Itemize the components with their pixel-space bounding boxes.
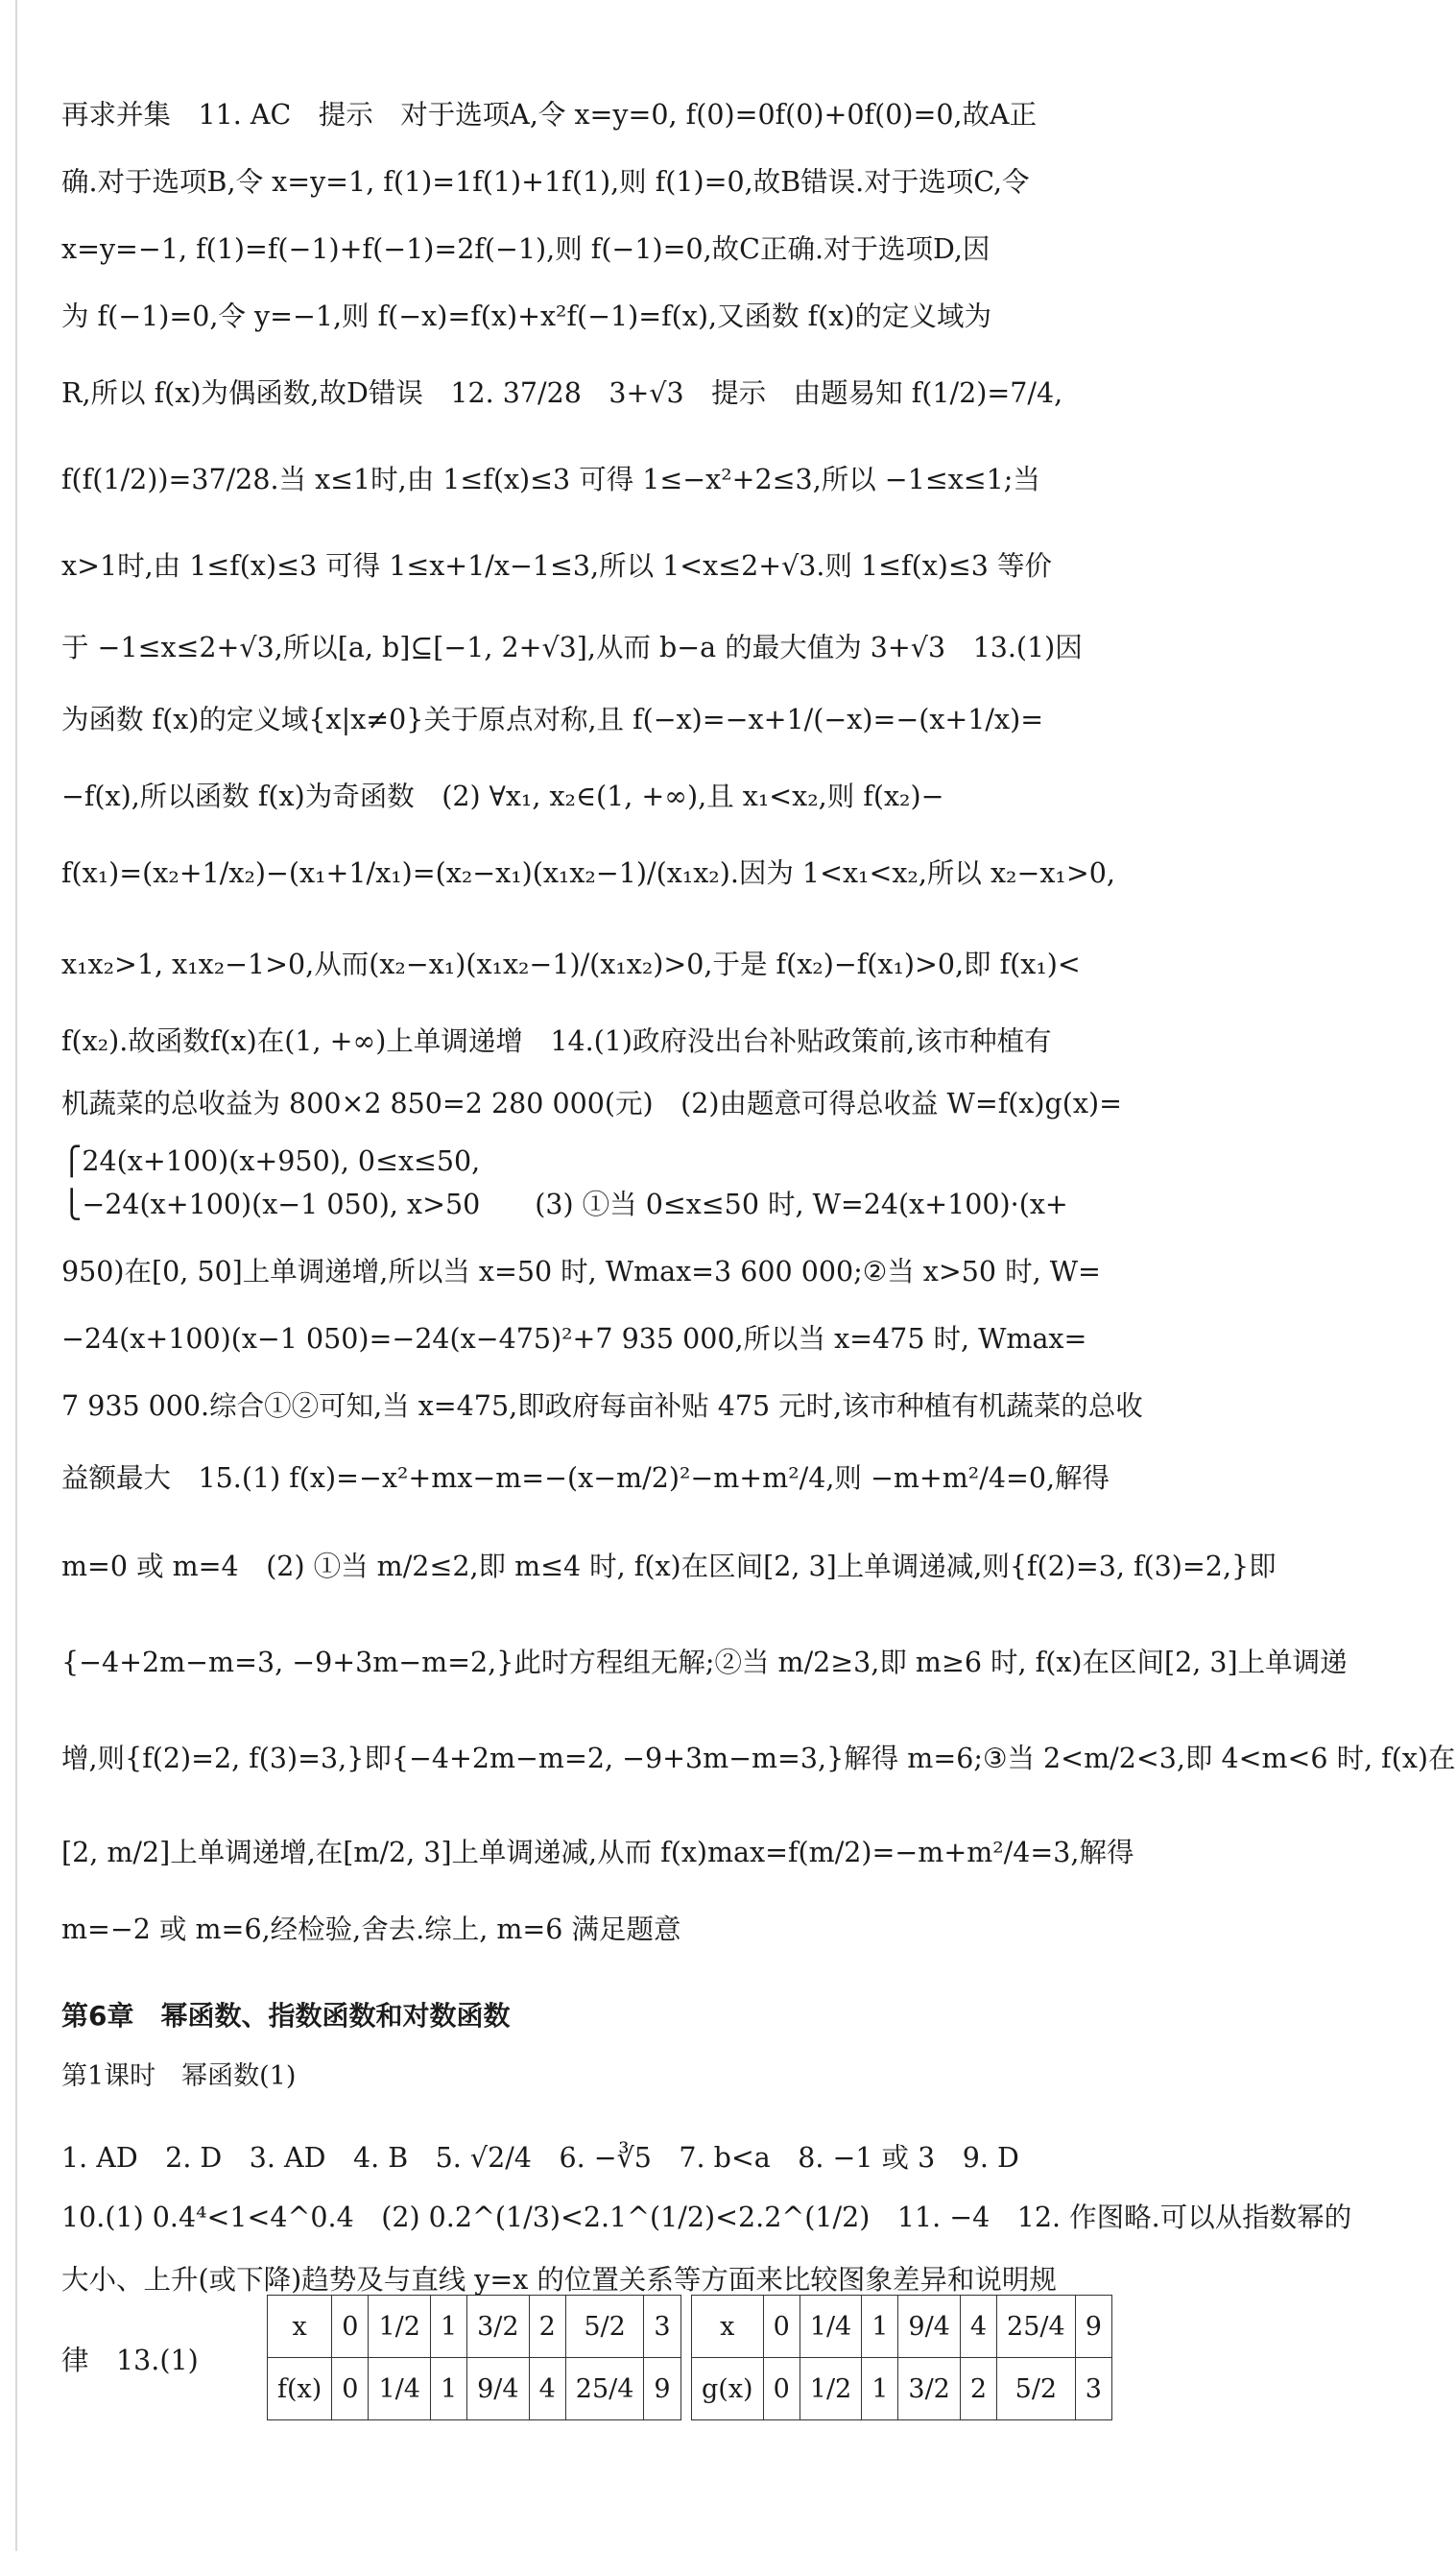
answer-line: 1. AD 2. D 3. AD 4. B 5. √2/4 6. −∛5 7. b<a 8. −1 或 3 9. D	[61, 2142, 1019, 2174]
answer-line: 10.(1) 0.4⁴<1<4^0.4 (2) 0.2^(1/3)<2.1^(1/2)<2.2^(1/2) 11. −4 12. 作图略.可以从指数幂的	[61, 2202, 1352, 2233]
text-line: 再求并集 11. AC 提示 对于选项A,令 x=y=0, f(0)=0f(0)+0f(0)=0,故A正	[61, 99, 1038, 131]
text-line: f(f(1/2))=37/28.当 x≤1时,由 1≤f(x)≤3 可得 1≤−x²+2≤3,所以 −1≤x≤1;当	[61, 464, 1040, 495]
table-cell: 2	[529, 2296, 565, 2358]
table-cell: 1	[430, 2296, 466, 2358]
table-cell: g(x)	[692, 2358, 764, 2420]
table-cell: 1	[430, 2358, 466, 2420]
table-row	[268, 2296, 681, 2358]
table-row	[268, 2358, 681, 2420]
text-line: [2, m/2]上单调递增,在[m/2, 3]上单调递减,从而 f(x)max=f(m/2)=−m+m²/4=3,解得	[61, 1837, 1134, 1868]
table-cell: 1/4	[369, 2358, 430, 2420]
text-line: 7 935 000.综合①②可知,当 x=475,即政府每亩补贴 475 元时,该市种植有机蔬菜的总收	[61, 1390, 1143, 1422]
table-cell: 9/4	[898, 2296, 960, 2358]
margin-line	[15, 0, 17, 2551]
text-line: {−4+2m−m=3, −9+3m−m=2,}此时方程组无解;②当 m/2≥3,即 m≥6 时, f(x)在区间[2, 3]上单调递	[61, 1647, 1348, 1678]
table-cell: 9/4	[467, 2358, 529, 2420]
table-cell: 3/2	[467, 2296, 529, 2358]
table-cell: 3/2	[898, 2358, 960, 2420]
table-row	[692, 2296, 1112, 2358]
text-line: ⎩−24(x+100)(x−1 050), x>50 (3) ①当 0≤x≤50 时, W=24(x+100)·(x+	[61, 1189, 1068, 1220]
table-cell: 3	[644, 2296, 680, 2358]
text-line: ⎧24(x+100)(x+950), 0≤x≤50,	[61, 1145, 481, 1177]
table-f	[267, 2295, 681, 2420]
table-lead: 律 13.(1)	[61, 2345, 199, 2376]
text-line: f(x₁)=(x₂+1/x₂)−(x₁+1/x₁)=(x₂−x₁)(x₁x₂−1)/(x₁x₂).因为 1<x₁<x₂,所以 x₂−x₁>0,	[61, 857, 1115, 889]
table-cell: 2	[960, 2358, 996, 2420]
text-line: 为 f(−1)=0,令 y=−1,则 f(−x)=f(x)+x²f(−1)=f(x),又函数 f(x)的定义域为	[61, 301, 991, 332]
text-line: 益额最大 15.(1) f(x)=−x²+mx−m=−(x−m/2)²−m+m²/4,则 −m+m²/4=0,解得	[61, 1462, 1110, 1494]
table-cell: 3	[1075, 2358, 1111, 2420]
table-cell: 1	[862, 2296, 898, 2358]
table-cell: 0	[332, 2296, 369, 2358]
text-line: m=−2 或 m=6,经检验,舍去.综上, m=6 满足题意	[61, 1913, 681, 1945]
table-cell: 4	[960, 2296, 996, 2358]
table-cell: 5/2	[997, 2358, 1076, 2420]
table-cell: 0	[763, 2296, 800, 2358]
text-line: 于 −1≤x≤2+√3,所以[a, b]⊆[−1, 2+√3],从而 b−a 的最大值为 3+√3 13.(1)因	[61, 632, 1083, 663]
table-cell: x	[692, 2296, 764, 2358]
lesson-heading: 第1课时 幂函数(1)	[61, 2061, 297, 2091]
table-cell: f(x)	[268, 2358, 332, 2420]
text-line: 增,则{f(2)=2, f(3)=3,}即{−4+2m−m=2, −9+3m−m=3,}解得 m=6;③当 2<m/2<3,即 4<m<6 时, f(x)在	[61, 1743, 1456, 1774]
chapter-heading: 第6章 幂函数、指数函数和对数函数	[61, 2000, 511, 2032]
answer-line: 大小、上升(或下降)趋势及与直线 y=x 的位置关系等方面来比较图象差异和说明规	[61, 2264, 1057, 2296]
table-cell: 1	[862, 2358, 898, 2420]
text-line: −24(x+100)(x−1 050)=−24(x−475)²+7 935 000,所以当 x=475 时, Wmax=	[61, 1323, 1087, 1355]
table-cell: 5/2	[565, 2296, 644, 2358]
table-cell: 1/2	[369, 2296, 430, 2358]
table-cell: 0	[332, 2358, 369, 2420]
table-cell: 4	[529, 2358, 565, 2420]
text-line: x=y=−1, f(1)=f(−1)+f(−1)=2f(−1),则 f(−1)=0,故C正确.对于选项D,因	[61, 233, 991, 265]
text-line: −f(x),所以函数 f(x)为奇函数 (2) ∀x₁, x₂∈(1, +∞),且 x₁<x₂,则 f(x₂)−	[61, 781, 944, 812]
text-line: f(x₂).故函数f(x)在(1, +∞)上单调递增 14.(1)政府没出台补贴政策前,该市种植有	[61, 1025, 1052, 1057]
text-line: x₁x₂>1, x₁x₂−1>0,从而(x₂−x₁)(x₁x₂−1)/(x₁x₂)>0,于是 f(x₂)−f(x₁)>0,即 f(x₁)<	[61, 949, 1081, 980]
table-cell: 25/4	[565, 2358, 644, 2420]
text-line: x>1时,由 1≤f(x)≤3 可得 1≤x+1/x−1≤3,所以 1<x≤2+√3.则 1≤f(x)≤3 等价	[61, 550, 1052, 582]
table-g	[691, 2295, 1112, 2420]
table-cell: 1/2	[800, 2358, 861, 2420]
text-line: R,所以 f(x)为偶函数,故D错误 12. 37/28 3+√3 提示 由题易知 f(1/2)=7/4,	[61, 377, 1063, 409]
table-cell: 9	[644, 2358, 680, 2420]
text-line: m=0 或 m=4 (2) ①当 m/2≤2,即 m≤4 时, f(x)在区间[2, 3]上单调递减,则{f(2)=3, f(3)=2,}即	[61, 1551, 1277, 1582]
table-row	[692, 2358, 1112, 2420]
table-cell: 9	[1075, 2296, 1111, 2358]
text-line: 为函数 f(x)的定义域{x|x≠0}关于原点对称,且 f(−x)=−x+1/(−x)=−(x+1/x)=	[61, 704, 1044, 735]
text-line: 950)在[0, 50]上单调递增,所以当 x=50 时, Wmax=3 600 000;②当 x>50 时, W=	[61, 1256, 1101, 1288]
table-cell: 1/4	[800, 2296, 861, 2358]
text-line: 确.对于选项B,令 x=y=1, f(1)=1f(1)+1f(1),则 f(1)=0,故B错误.对于选项C,令	[61, 166, 1030, 198]
table-cell: 25/4	[997, 2296, 1076, 2358]
table-cell: x	[268, 2296, 332, 2358]
table-cell: 0	[763, 2358, 800, 2420]
text-line: 机蔬菜的总收益为 800×2 850=2 280 000(元) (2)由题意可得总收益 W=f(x)g(x)=	[61, 1088, 1122, 1119]
